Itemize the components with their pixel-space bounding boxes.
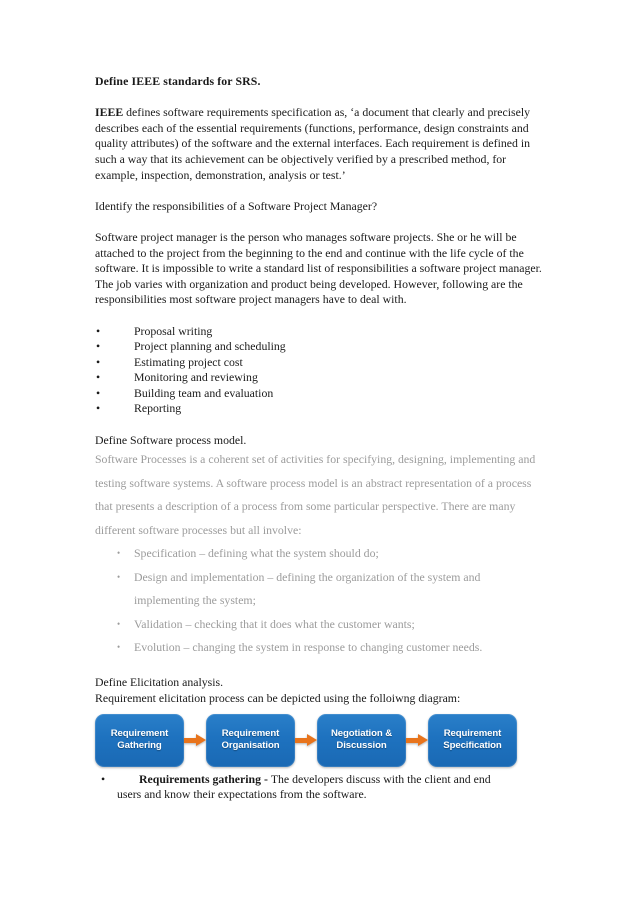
- note-text-line2: users and know their expectations from the software.: [117, 787, 367, 802]
- bullet-icon: •: [96, 323, 101, 338]
- list-item-label: Building team and evaluation: [134, 385, 274, 400]
- spacer: [95, 214, 542, 230]
- heading-ieee-standards: Define IEEE standards for SRS.: [95, 74, 261, 88]
- arrow-slot: [295, 714, 317, 767]
- list-item: [95, 613, 542, 637]
- process-step-line2: Specification: [443, 740, 502, 752]
- bullet-icon: •: [117, 571, 121, 582]
- process-step-requirement-specification: [428, 714, 517, 767]
- process-step-line1: Requirement: [221, 727, 280, 739]
- arrow-head: [418, 734, 428, 746]
- list-item: [95, 772, 542, 803]
- list-item: [95, 566, 542, 613]
- list-item: [95, 401, 542, 417]
- arrow-head: [307, 734, 317, 746]
- process-step-line1: Negotiation &: [330, 727, 393, 739]
- document-content: [95, 74, 542, 803]
- process-step-line1: Requirement: [443, 727, 502, 739]
- ieee-lead-bold: IEEE: [95, 105, 124, 120]
- note-text-line1: The developers discuss with the client and end: [270, 771, 491, 786]
- list-item: [95, 636, 542, 660]
- list-item-label: Evolution – changing the system in response to changing customer needs.: [134, 640, 483, 655]
- spacer: [95, 90, 542, 106]
- bullet-icon: •: [101, 771, 106, 786]
- list-item-label: Reporting: [134, 401, 182, 416]
- list-item-label: Validation – checking that it does what the customer wants;: [134, 616, 415, 631]
- question-project-manager-responsibilities: Identify the responsibilities of a Software Project Manager?: [95, 198, 378, 213]
- heading-elicitation-analysis: Define Elicitation analysis.: [95, 675, 224, 690]
- process-step-negotiation-discussion: [317, 714, 406, 767]
- bullet-icon: •: [96, 401, 101, 416]
- spacer: [95, 183, 542, 199]
- list-item-label: Monitoring and reviewing: [134, 370, 258, 385]
- bullet-icon: •: [96, 370, 101, 385]
- process-step-line2: Discussion: [336, 740, 387, 752]
- requirement-elicitation-process-diagram: [95, 714, 511, 767]
- spacer: [95, 417, 542, 433]
- list-item-label: Project planning and scheduling: [134, 339, 286, 354]
- bullet-icon: •: [117, 548, 121, 559]
- paragraph-project-manager: Software project manager is the person who manages software projects. She or he will be attached to the project from the beginning to the end and continue with the life cycle of the software. It is impossible to write a standard list of responsibilities a software project manager. The job varies with organization and product being developed. However, following are the responsibilities most software project managers have to deal with.: [95, 229, 542, 307]
- note-term: Requirements gathering -: [139, 771, 271, 786]
- arrow-head: [196, 734, 206, 746]
- list-elicitation-notes: [95, 772, 542, 803]
- process-step-line2: Organisation: [221, 740, 280, 752]
- arrow-right-icon: [295, 734, 317, 746]
- heading-software-process-model: Define Software process model.: [95, 432, 247, 447]
- list-item: [95, 339, 542, 355]
- spacer: [95, 308, 542, 324]
- bullet-icon: •: [96, 354, 101, 369]
- paragraph-software-processes: Software Processes is a coherent set of activities for specifying, designing, implementing and testing software systems. A software process model is an abstract representation of a process that presents a description of a process from some particular perspective. There are many different software processes but all involve:: [95, 452, 536, 537]
- spacer: [95, 660, 542, 676]
- process-step-line2: Gathering: [117, 740, 162, 752]
- paragraph-elicitation-intro: Requirement elicitation process can be depicted using the folloiwng diagram:: [95, 690, 461, 705]
- list-item-label: Specification – defining what the system should do;: [134, 546, 379, 561]
- arrow-right-icon: [406, 734, 428, 746]
- arrow-slot: [406, 714, 428, 767]
- ieee-definition-text: defines software requirements specification as, ‘a document that clearly and precisely describes each of the essential requirements (functions, performance, design constraints and quality attributes) of the software and the external interfaces. Each requirement is defined in such a way that its achievement can be objectively verified by a prescribed method, for example, inspection, demonstration, analysis or test.’: [95, 105, 531, 182]
- list-process-activities: [95, 542, 542, 660]
- arrow-slot: [184, 714, 206, 767]
- process-step-requirement-gathering: [95, 714, 184, 767]
- bullet-icon: •: [117, 642, 121, 653]
- list-item: [95, 542, 542, 566]
- list-project-manager-responsibilities: [95, 324, 542, 418]
- list-item: [95, 324, 542, 340]
- list-item-label: Design and implementation – defining the organization of the system and implementing the system;: [134, 569, 481, 608]
- bullet-icon: •: [96, 385, 101, 400]
- bullet-icon: •: [117, 618, 121, 629]
- arrow-right-icon: [184, 734, 206, 746]
- list-item: [95, 370, 542, 386]
- process-step-requirement-organisation: [206, 714, 295, 767]
- list-item: [95, 355, 542, 371]
- list-item-label: Estimating project cost: [134, 354, 243, 369]
- bullet-icon: •: [96, 339, 101, 354]
- list-item: [95, 386, 542, 402]
- list-item-label: Proposal writing: [134, 323, 213, 338]
- paragraph-ieee-definition: [95, 105, 542, 183]
- process-step-line1: Requirement: [110, 727, 169, 739]
